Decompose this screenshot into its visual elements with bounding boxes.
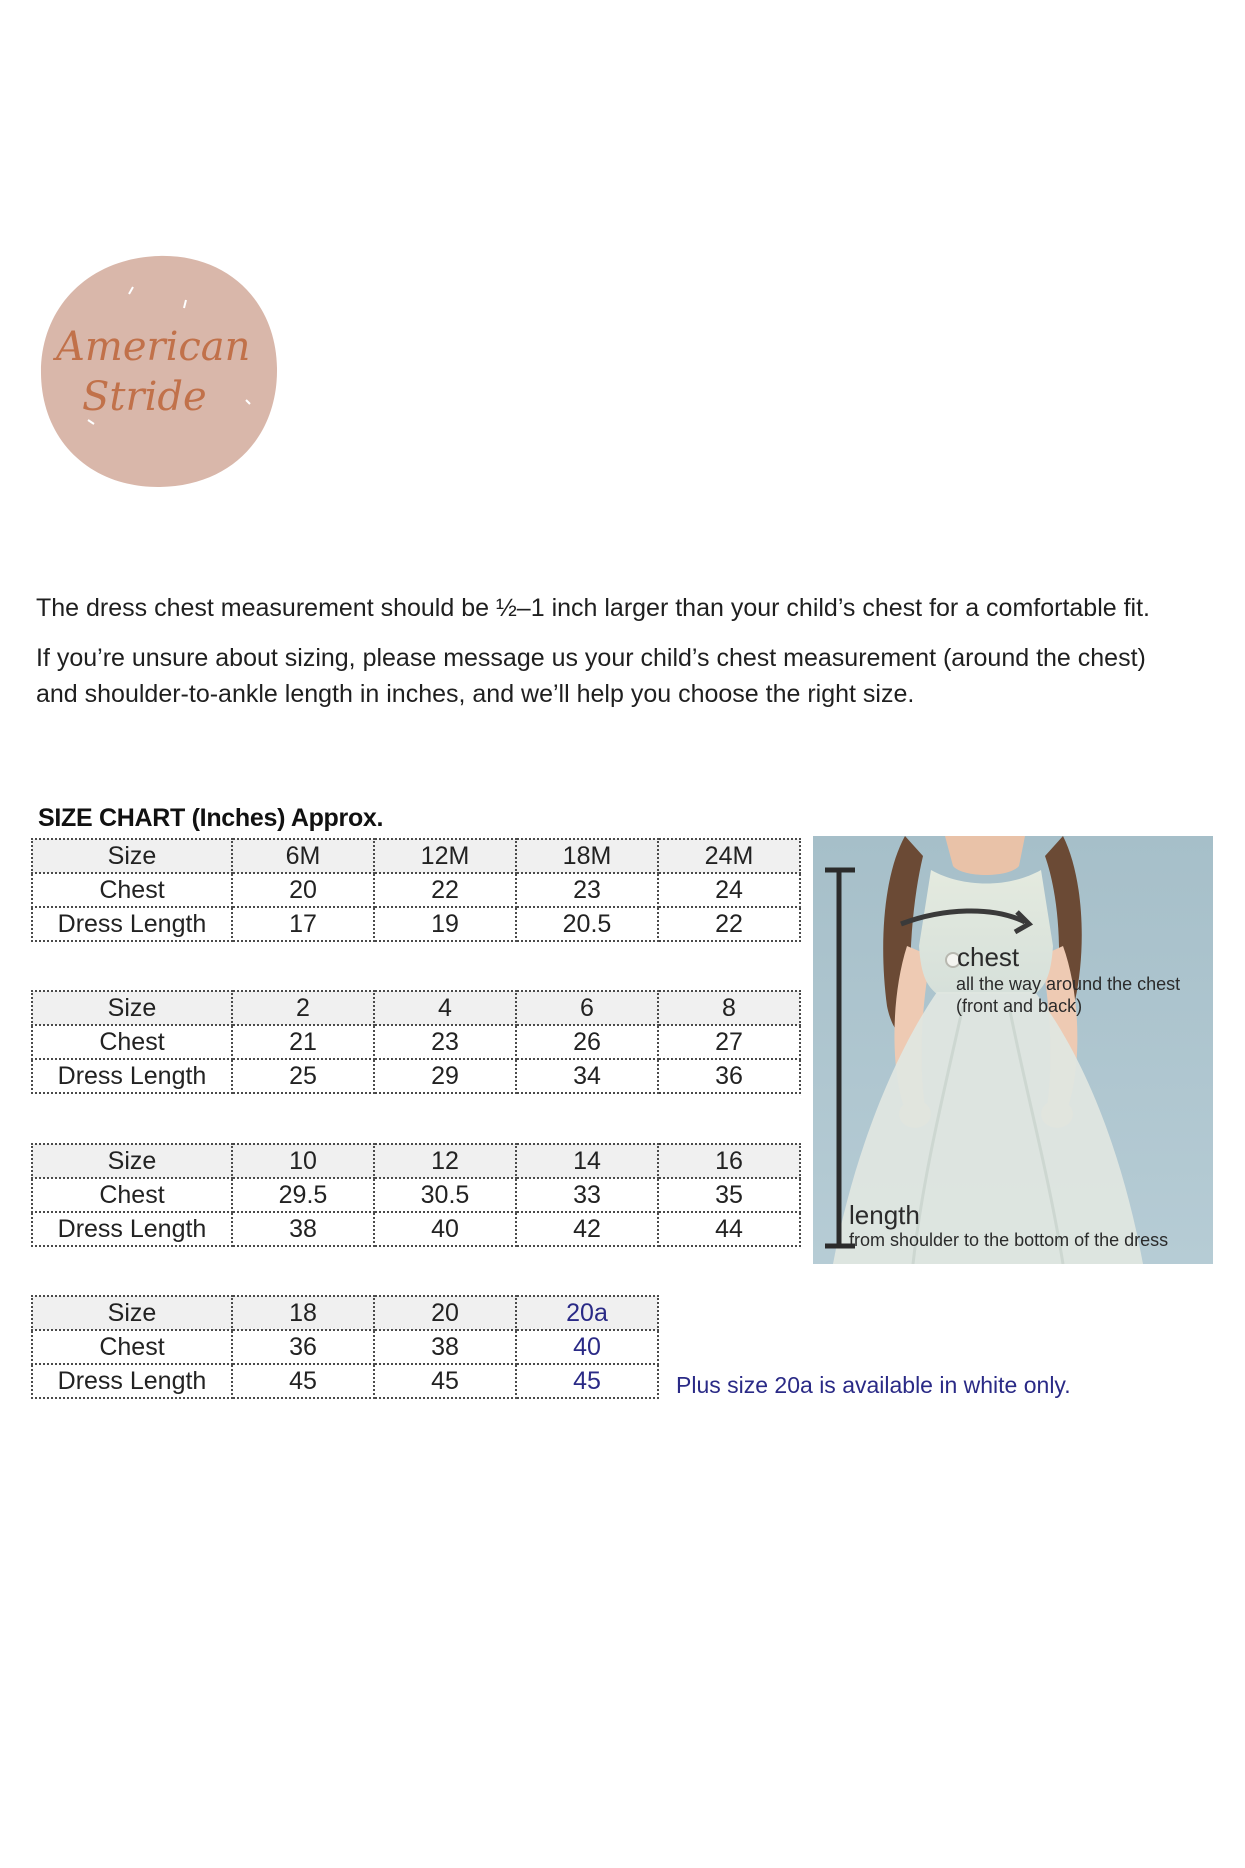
size-cell: 6M (232, 839, 374, 873)
size-cell: 4 (374, 991, 516, 1025)
size-chart-title: SIZE CHART (Inches) Approx. (38, 804, 384, 832)
row-label: Size (32, 1144, 232, 1178)
size-cell-plus: 20a (516, 1296, 658, 1330)
table-row (32, 1296, 658, 1330)
length-description: from shoulder to the bottom of the dress (849, 1230, 1169, 1250)
brand-logo (36, 250, 282, 492)
row-label: Dress Length (32, 1364, 232, 1398)
length-cell: 19 (374, 907, 516, 941)
table-row (32, 1144, 800, 1178)
length-cell-plus: 45 (516, 1364, 658, 1398)
size-cell: 12M (374, 839, 516, 873)
size-cell: 16 (658, 1144, 800, 1178)
size-cell: 8 (658, 991, 800, 1025)
table-row (32, 991, 800, 1025)
chest-cell: 23 (374, 1025, 516, 1059)
chest-cell: 38 (374, 1330, 516, 1364)
row-label: Size (32, 1296, 232, 1330)
chest-cell: 20 (232, 873, 374, 907)
chest-cell: 26 (516, 1025, 658, 1059)
chest-cell: 23 (516, 873, 658, 907)
row-label: Dress Length (32, 1059, 232, 1093)
chest-cell: 27 (658, 1025, 800, 1059)
chest-cell: 33 (516, 1178, 658, 1212)
chest-label: chest (957, 942, 1020, 972)
chest-cell: 30.5 (374, 1178, 516, 1212)
size-cell: 2 (232, 991, 374, 1025)
chest-cell: 24 (658, 873, 800, 907)
size-cell: 18 (232, 1296, 374, 1330)
intro-fit-text: The dress chest measurement should be ½–1 inch larger than your child’s chest for a comfortable fit. (36, 594, 1151, 622)
length-cell: 34 (516, 1059, 658, 1093)
row-label: Dress Length (32, 1212, 232, 1246)
size-cell: 20 (374, 1296, 516, 1330)
plus-size-note: Plus size 20a is available in white only. (676, 1372, 1071, 1398)
measurement-photo (813, 836, 1213, 1264)
intro-help-text: If you’re unsure about sizing, please message us your child’s chest measurement (around the chest) and shoulder-to-ankle length in inches, and we’ll help you choose the right size. (36, 644, 1146, 708)
length-cell: 45 (232, 1364, 374, 1398)
row-label: Size (32, 839, 232, 873)
chest-description-line1: all the way around the chest (956, 974, 1181, 994)
size-table-older (31, 1295, 659, 1399)
length-cell: 29 (374, 1059, 516, 1093)
table-row (32, 1364, 658, 1398)
length-cell: 40 (374, 1212, 516, 1246)
size-cell: 24M (658, 839, 800, 873)
length-cell: 20.5 (516, 907, 658, 941)
chest-cell-plus: 40 (516, 1330, 658, 1364)
row-label: Chest (32, 1178, 232, 1212)
size-table-infant (31, 838, 801, 942)
brand-name-line1: American (56, 324, 251, 370)
size-cell: 10 (232, 1144, 374, 1178)
size-table-child (31, 1143, 801, 1247)
length-cell: 42 (516, 1212, 658, 1246)
brand-name-line2: Stride (82, 374, 207, 420)
size-cell: 12 (374, 1144, 516, 1178)
size-cell: 6 (516, 991, 658, 1025)
row-label: Chest (32, 873, 232, 907)
size-cell: 18M (516, 839, 658, 873)
length-cell: 22 (658, 907, 800, 941)
chest-cell: 21 (232, 1025, 374, 1059)
length-cell: 45 (374, 1364, 516, 1398)
size-table-toddler (31, 990, 801, 1094)
row-label: Size (32, 991, 232, 1025)
table-row (32, 1059, 800, 1093)
row-label: Dress Length (32, 907, 232, 941)
chest-description-line2: (front and back) (956, 996, 1083, 1016)
chest-cell: 36 (232, 1330, 374, 1364)
length-label: length (849, 1200, 920, 1230)
row-label: Chest (32, 1025, 232, 1059)
table-row (32, 907, 800, 941)
length-cell: 38 (232, 1212, 374, 1246)
size-cell: 14 (516, 1144, 658, 1178)
table-row (32, 839, 800, 873)
table-row (32, 1025, 800, 1059)
table-row (32, 1330, 658, 1364)
chest-cell: 29.5 (232, 1178, 374, 1212)
length-cell: 44 (658, 1212, 800, 1246)
chest-cell: 35 (658, 1178, 800, 1212)
length-cell: 25 (232, 1059, 374, 1093)
table-row (32, 1212, 800, 1246)
table-row (32, 873, 800, 907)
table-row (32, 1178, 800, 1212)
length-cell: 36 (658, 1059, 800, 1093)
row-label: Chest (32, 1330, 232, 1364)
chest-cell: 22 (374, 873, 516, 907)
length-cell: 17 (232, 907, 374, 941)
